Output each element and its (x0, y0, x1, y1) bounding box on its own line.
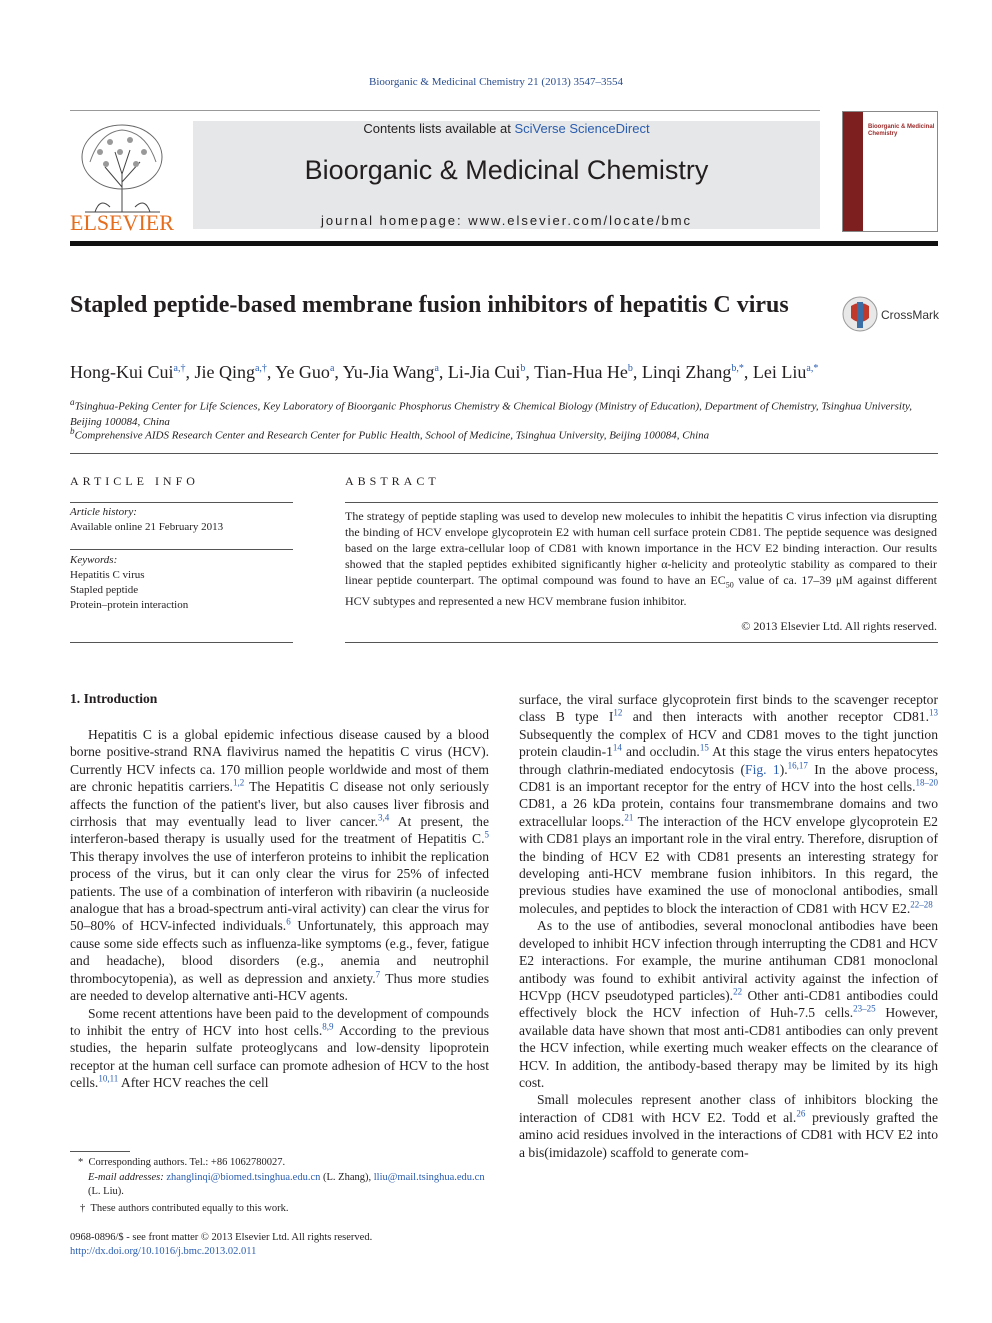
author-name: Linqi Zhang (641, 362, 732, 382)
author-name: Lei Liu (752, 362, 807, 382)
author-affil-mark[interactable]: a,† (173, 363, 186, 374)
citation-ref[interactable]: 23–25 (853, 1003, 876, 1014)
header-thick-rule (70, 241, 938, 246)
citation-ref[interactable]: 13 (929, 707, 938, 718)
info-rule-1 (70, 502, 293, 503)
paragraph: Small molecules represent another class of inhibitors blocking the interaction of CD81 with HCV E2. Todd et al.$^{26}$ previously grafted the amino acid residues involved in the interactions of CD81 with HCV E2 into a bis(imidazole) scaffold to generate com- (519, 1092, 938, 1160)
body-column-left (70, 726, 489, 1092)
citation-ref[interactable]: 22–28 (910, 899, 933, 910)
author-affil-mark[interactable]: b,* (731, 363, 744, 374)
author-name: Jie Qing (194, 362, 255, 382)
cover-sidebar (843, 112, 863, 231)
section-heading-introduction: 1. Introduction (70, 691, 158, 706)
abstract-heading: ABSTRACT (345, 474, 440, 488)
author-name: Ye Guo (275, 362, 330, 382)
crossmark-icon (842, 296, 878, 332)
cover-title: Bioorganic & Medicinal Chemistry (868, 124, 935, 137)
journal-title: Bioorganic & Medicinal Chemistry (304, 155, 709, 185)
author-name: Li-Jia Cui (447, 362, 521, 382)
keyword-item: Stapled peptide (70, 584, 139, 596)
affiliation-b (70, 424, 940, 444)
crossmark-label: CrossMark (881, 308, 940, 322)
author-name: Hong-Kui Cui (70, 362, 174, 382)
affil-b-text: Comprehensive AIDS Research Center and Research Center for Public Health, School of Medicine, Tsinghua University, Beijing 100084, China (74, 429, 710, 442)
author-affil-mark[interactable]: a (434, 363, 439, 374)
citation-ref[interactable]: 8,9 (322, 1021, 334, 1032)
corr-text: Corresponding authors. Tel.: +86 1062780027. (88, 1157, 286, 1168)
sciencedirect-link[interactable]: SciVerse ScienceDirect (514, 121, 650, 136)
abstract-rule-bottom (345, 642, 938, 643)
author-name: Tian-Hua He (534, 362, 628, 382)
corresponding-footnote (70, 1156, 490, 1171)
affiliation-rule (70, 453, 938, 454)
citation-ref[interactable]: 15 (699, 742, 709, 753)
paragraph: surface, the viral surface glycoprotein first binds to the scavenger receptor class B type $I^{12}$ and then interacts with another receptor CD81.13 Subsequently the complex of HCV and CD81 moves to the tight junction protein claudin-$1^{14}$ and occludin.$^{15}$ At this stage the virus enters hepatocytes through clathrin-mediated endocytosis (Fig. 1).$^{16,17}$ In the above process, CD81 is an important receptor for the entry of HCV into the host cells.$^{18-20}$ CD81, a 26 kDa protein, contains four transmembrane domains and two extracellular loops.$^{21}$ The interaction of the HCV envelope glycoprotein E2 with CD81 plays an important role in the viral entry. Therefore, disruption of the binding of HCV E2 with CD81 presents an interesting strategy for developing anti-HCV membrane fusion inhibitors. In this regard, the previous studies have examined the use of monoclonal antibodies, small molecules, and peptides to block the interaction of CD81 with HCV E2.$^{22-28}$ (519, 692, 939, 916)
info-rule-3 (70, 642, 293, 643)
keywords-label: Keywords: (70, 554, 118, 566)
citation-ref[interactable]: 12 (613, 707, 623, 718)
keywords-block (70, 553, 293, 613)
affil-b-mark: b (70, 426, 75, 436)
author-affil-mark[interactable]: b (627, 363, 633, 374)
keyword-item: Protein–protein interaction (70, 599, 189, 611)
author-affil-mark[interactable]: a,† (254, 363, 267, 374)
paper-title: Stapled peptide-based membrane fusion inhibitors of hepatitis C virus (70, 292, 789, 318)
paragraph: As to the use of antibodies, several monoclonal antibodies have been developed to inhibit HCV infection through interrupting the CD81 and HCV E2 interactions. For example, the murine antihuman CD81 monoclonal antibody was found to exhibit antiviral activity against the infection of HCVpp (HCV pseudotyped particles).$^{22}$ Other anti-CD81 antibodies could effectively block the HCV infection of Huh-7.5 cells.$^{23-25}$ However, available data have shown that most anti-CD81 antibodies can only prevent the HCV infection, while exerting much weaker effects on the clearance of HCV. In addition, the antibody-based therapy may be limited by its high cost. (519, 918, 939, 1090)
dagger-mark: † (80, 1202, 86, 1214)
email-owner-zhang: (L. Zhang), (320, 1171, 374, 1183)
elsevier-wordmark[interactable]: ELSEVIER (70, 210, 174, 235)
footnotes (70, 1156, 490, 1216)
citation-ref[interactable]: 6 (286, 916, 291, 927)
footnote-rule (70, 1151, 130, 1152)
author-name: Yu-Jia Wang (342, 362, 435, 382)
abstract-rule-top (345, 502, 938, 503)
corr-mark: * (78, 1157, 84, 1168)
email-link-zhang[interactable]: zhanglinqi@biomed.tsinghua.edu.cn (166, 1171, 321, 1183)
citation-ref[interactable]: 14 (612, 742, 622, 753)
citation-ref[interactable]: 21 (624, 812, 634, 823)
abstract-text (345, 508, 937, 609)
doi-link[interactable]: http://dx.doi.org/10.1016/j.bmc.2013.02.011 (70, 1246, 257, 1257)
citation-ref[interactable]: 26 (796, 1108, 806, 1119)
contents-prefix: Contents lists available at (363, 121, 515, 136)
ec50-subscript: 50 (725, 580, 734, 590)
email-footnote (70, 1171, 490, 1200)
author-affil-mark[interactable]: a,* (806, 363, 819, 374)
body-column-right (519, 691, 938, 1161)
affil-a-text: Tsinghua-Peking Center for Life Sciences, Key Laboratory of Bioorganic Phosphorus Chemistry & Chemical Biology (Ministry of Education), Department of Chemistry, Tsinghua University, Beijing 100084, China (70, 400, 913, 428)
history-label: Article history: (70, 506, 137, 518)
citation-ref[interactable]: 10,11 (98, 1073, 119, 1084)
email-owner-liu: (L. Liu). (88, 1186, 124, 1197)
citation-ref[interactable]: 3,4 (377, 812, 390, 823)
crossmark-badge[interactable] (842, 296, 940, 332)
header-rule (70, 110, 820, 111)
copyright-notice: © 2013 Elsevier Ltd. All rights reserved. (741, 619, 937, 633)
article-history (70, 505, 293, 535)
paragraph: Hepatitis C is a global epidemic infectious disease caused by a blood borne positive-strand RNA flavivirus named the hepatitis C virus (HCV). Currently HCV infects ca. 170 million people worldwide and most of them are chronic hepatitis carriers.$^{1,2}$ The Hepatitis C disease not only seriously affects the function of the patient's liver, but also causes liver fibrosis and cirrhosis that may eventually lead to liver cancer.$^{3,4}$ At present, the interferon-based therapy is usually used for the treatment of Hepatitis C.$^5$ This therapy involves the use of interferon proteins to inhibit the replication process of the virus, but it can only clear the virus for 25% of infected patients. The use of a combination of interferon with ribavirin (a nucleoside analogue that has a broad-spectrum anti-viral activity) can clear the virus for 50–80% of HCV-infected individuals.$^6$ Unfortunately, this approach may cause some side effects such as influenza-like symptoms (e.g., fever, fatigue and headache), blood disorders (e.g., anemia and neutrophil thrombocytopenia), as well as depression and anxiety.$^7$ Thus more studies are needed to develop alternative anti-HCV agents. (70, 727, 489, 1004)
abstract-part-1: The strategy of peptide stapling was used to develop new molecules to inhibit the hepatitis C virus infection via disrupting the binding of HCV envelope glycoprotein E2 with human cell surface protein CD81. The peptide sequence was designed based on the large extra-cellular loop of CD81 with known importance in the HCV E2 binding interaction. Our results showed that the stapled peptides exhibited significantly higher α-helicity and proteolytic stability as compared to their linear peptide counterpart. The optimal compound was found to have an EC (345, 509, 937, 587)
equal-contribution-footnote (70, 1202, 490, 1217)
issn-line: 0968-0896/$ - see front matter © 2013 Elsevier Ltd. All rights reserved. (70, 1232, 373, 1243)
journal-cover-thumbnail[interactable] (842, 111, 938, 232)
citation-ref[interactable]: 16,17 (787, 760, 808, 771)
email-label: E-mail addresses: (88, 1171, 164, 1183)
figure-link[interactable]: Fig. 1 (745, 761, 780, 777)
citation-ref[interactable]: 5 (484, 829, 489, 840)
abstract-part-2: value of ca. 17–39 μM against different HCV subtypes and represented a new HCV membrane fusion inhibitor. (345, 573, 938, 609)
citation-ref[interactable]: 7 (375, 969, 381, 980)
front-matter-info (70, 1231, 372, 1259)
author-affil-mark[interactable]: b (520, 363, 526, 374)
info-rule-2 (70, 549, 293, 550)
author-affil-mark[interactable]: a (329, 363, 335, 374)
keyword-item: Hepatitis C virus (70, 569, 145, 581)
journal-homepage[interactable]: journal homepage: www.elsevier.com/locate/bmc (320, 213, 693, 228)
equal-text: These authors contributed equally to this work. (90, 1202, 289, 1214)
citation-ref[interactable]: 18–20 (915, 777, 938, 788)
history-value: Available online 21 February 2013 (70, 521, 224, 533)
paragraph: Some recent attentions have been paid to the development of compounds to inhibit the entry of HCV into host cells.$^{8,9}$ According to the previous studies, the heparin sulfate proteoglycans and low-density lipoprotein receptor at the human cell surface can promote adhesion of HCV to the host cells.$^{10,11}$ After HCV reaches the cell (70, 1005, 489, 1091)
article-info-heading: ARTICLE INFO (70, 474, 199, 488)
author-list: Hong-Kui Cui$^{a,\dagger}$, Jie Qing$^{a,\dagger}$, Ye Guo$^a$, Yu-Jia Wang$^a$, Li-Jia Cui$^b$, Tian-Hua He$^b$, Linqi Zhang$^{b,*}$, Lei Liu$^{a,*}$ (70, 362, 819, 382)
journal-citation[interactable]: Bioorganic & Medicinal Chemistry 21 (2013) 3547–3554 (369, 76, 623, 88)
affil-a-mark: a (70, 397, 75, 407)
citation-ref[interactable]: 22 (733, 986, 743, 997)
contents-line (193, 121, 820, 136)
email-link-liu[interactable]: lliu@mail.tsinghua.edu.cn (373, 1171, 485, 1183)
citation-ref[interactable]: 1,2 (232, 777, 245, 788)
